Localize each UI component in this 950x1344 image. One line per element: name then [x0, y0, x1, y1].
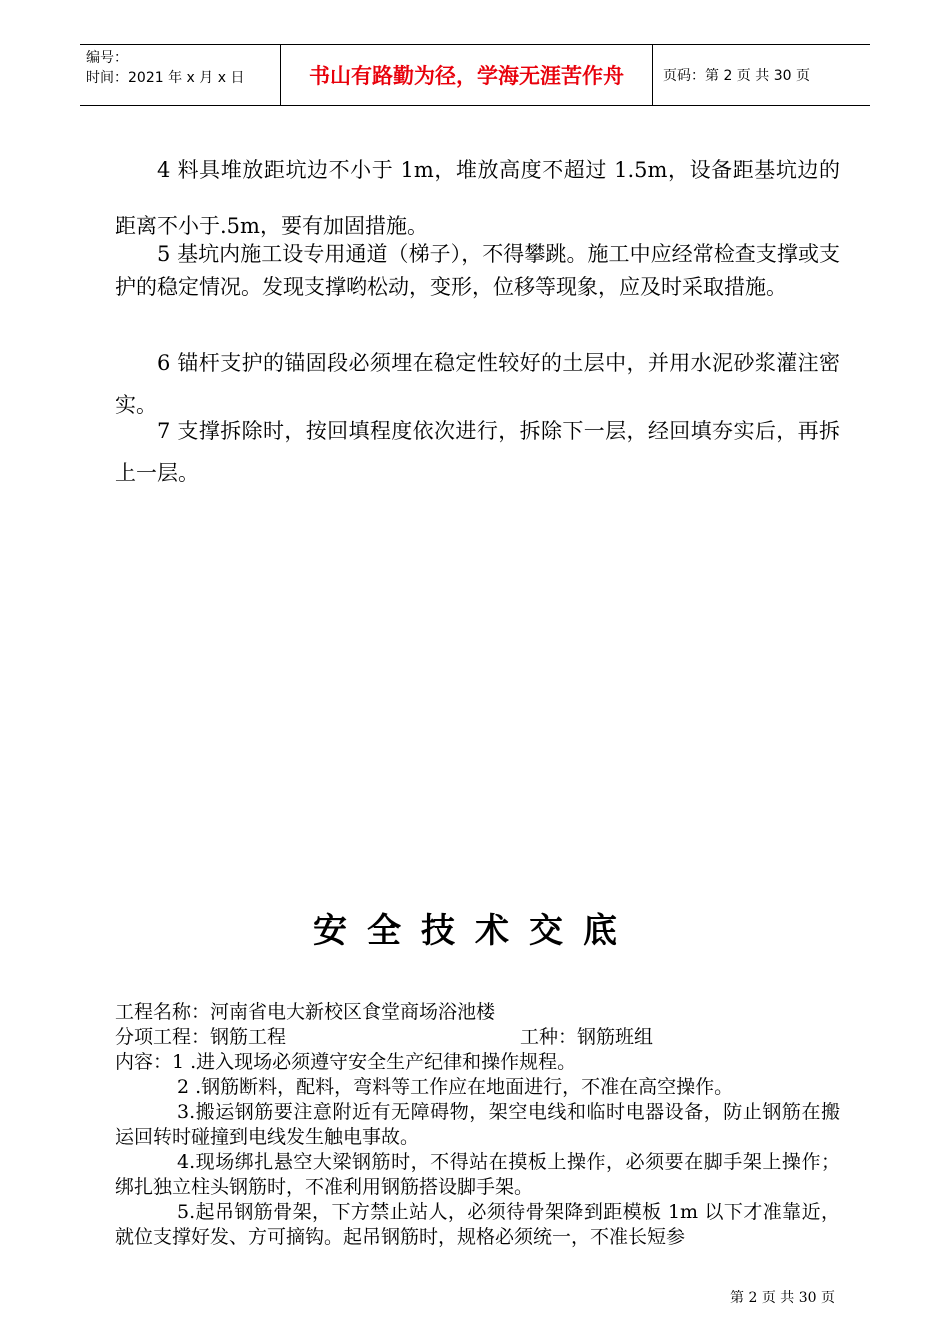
page-footer: 第 2 页 共 30 页: [730, 1290, 835, 1306]
paragraph-6: 6 锚杆支护的锚固段必须埋在稳定性较好的土层中，并用水泥砂浆灌注密实。: [115, 351, 840, 417]
header-meta: [80, 45, 280, 105]
time-label: 时间：2021 年 x 月 x 日: [86, 70, 245, 86]
header-page-code: 页码：第 2 页 共 30 页: [663, 68, 810, 84]
list-item: 4.现场绑扎悬空大梁钢筋时，不得站在摸板上操作，必须要在脚手架上操作；绑扎独立柱头钢筋时，不准利用钢筋搭设脚手架。: [115, 1151, 840, 1198]
number-label: 编号：: [86, 50, 128, 66]
list-item: 3.搬运钢筋要注意附近有无障碍物，架空电线和临时电器设备，防止钢筋在搬运回转时碰撞到电线发生触电事故。: [115, 1101, 840, 1148]
page-header: [80, 44, 870, 106]
safety-briefing-body: [115, 1000, 840, 1250]
project-name: 工程名称：河南省电大新校区食堂商场浴池楼: [115, 1001, 496, 1023]
header-motto: 书山有路勤为径，学海无涯苦作舟: [280, 45, 653, 105]
paragraph-5: 5 基坑内施工设专用通道（梯子），不得攀跳。施工中应经常检查支撑或支护的稳定情况。发现支撑哟松动，变形，位移等现象，应及时采取措施。: [115, 242, 840, 299]
content-line: 内容：1 .进入现场必须遵守安全生产纪律和操作规程。: [115, 1051, 577, 1073]
list-item: 2 .钢筋断料，配料，弯料等工作应在地面进行，不准在高空操作。: [177, 1076, 734, 1098]
section-title: 安全技术交底: [313, 911, 637, 951]
sub-project: 分项工程：钢筋工程: [115, 1026, 287, 1048]
paragraph-4: 4 料具堆放距坑边不小于 1m，堆放高度不超过 1.5m，设备距基坑边的距离不小于.5m，要有加固措施。: [115, 158, 840, 238]
project-meta-row: [115, 1025, 840, 1050]
list-item: 5.起吊钢筋骨架，下方禁止站人，必须待骨架降到距模板 1m 以下才准靠近，就位支撑好发、方可摘钩。起吊钢筋时，规格必须统一，不准长短参: [115, 1201, 840, 1248]
paragraph-7: 7 支撑拆除时，按回填程度依次进行，拆除下一层，经回填夯实后，再拆上一层。: [115, 419, 840, 485]
trade: 工种：钢筋班组: [520, 1026, 654, 1048]
